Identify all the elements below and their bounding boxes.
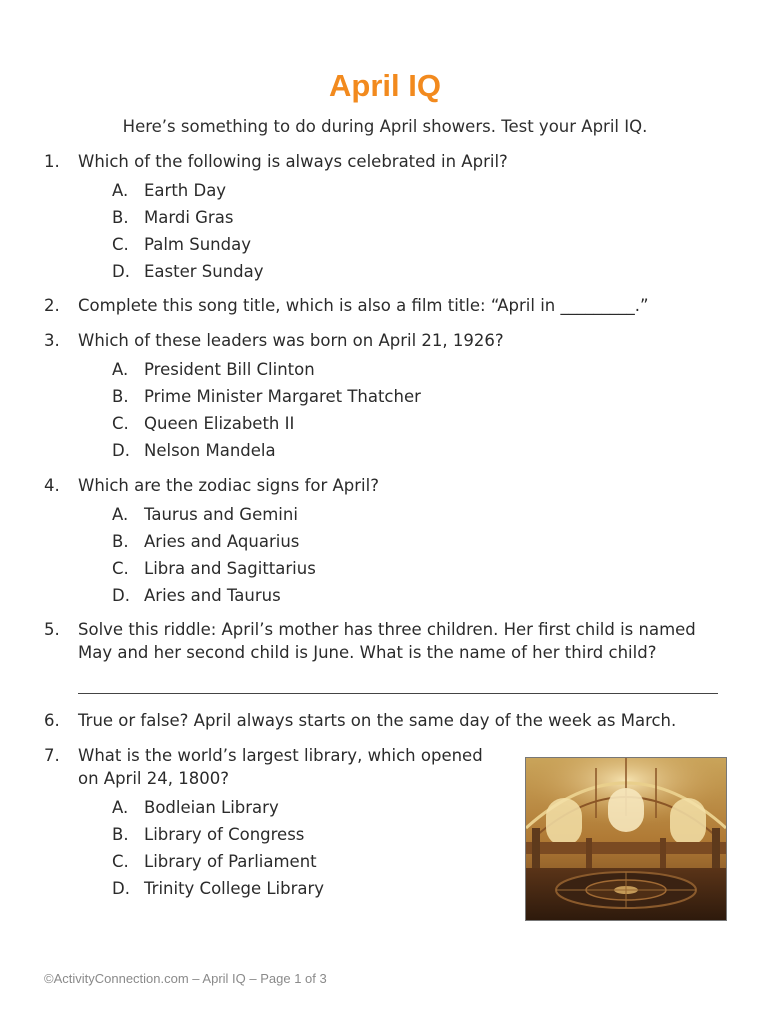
option xyxy=(112,356,734,383)
option-list xyxy=(112,356,734,464)
intro-text: Here’s something to do during April showers. Test your April IQ. xyxy=(122,117,648,136)
option xyxy=(112,794,514,821)
option-letter: C. xyxy=(112,414,129,433)
option xyxy=(112,258,734,285)
question-number: 3. xyxy=(44,331,60,350)
option-text: Aries and Aquarius xyxy=(144,532,300,551)
question-text: True or false? April always starts on the same day of the week as March. xyxy=(78,711,677,730)
option-letter: A. xyxy=(112,798,129,817)
question-number: 2. xyxy=(44,296,60,315)
option-list xyxy=(112,501,734,609)
option-letter: C. xyxy=(112,235,129,254)
option xyxy=(112,177,734,204)
option-list xyxy=(112,794,514,902)
option-text: Trinity College Library xyxy=(144,879,325,898)
question-text: Complete this song title, which is also a film title: “April in _________.” xyxy=(78,296,649,315)
option-letter: C. xyxy=(112,852,129,871)
option-text: President Bill Clinton xyxy=(144,360,315,379)
question-6 xyxy=(44,709,734,732)
option-letter: B. xyxy=(112,387,129,406)
question-number: 4. xyxy=(44,476,60,495)
option-text: Queen Elizabeth II xyxy=(144,414,295,433)
option-text: Taurus and Gemini xyxy=(144,505,298,524)
question-1 xyxy=(44,150,734,285)
option-text: Library of Parliament xyxy=(144,852,317,871)
library-photo xyxy=(525,757,727,921)
question-text: Which of the following is always celebrated in April? xyxy=(78,152,508,171)
option xyxy=(112,875,514,902)
option-letter: A. xyxy=(112,181,129,200)
option-letter: B. xyxy=(112,208,129,227)
option xyxy=(112,821,514,848)
question-4 xyxy=(44,474,734,609)
option-text: Library of Congress xyxy=(144,825,305,844)
question-2 xyxy=(44,294,734,317)
page-title: April IQ xyxy=(329,68,441,103)
question-number: 1. xyxy=(44,152,60,171)
page-footer: ©ActivityConnection.com – April IQ – Page 1 of 3 xyxy=(44,971,327,986)
answer-line[interactable] xyxy=(78,693,718,694)
option xyxy=(112,410,734,437)
option-text: Prime Minister Margaret Thatcher xyxy=(144,387,421,406)
question-text-line-1: What is the world’s largest library, which opened xyxy=(78,746,483,765)
option xyxy=(112,204,734,231)
library-illustration xyxy=(526,758,726,920)
option-letter: D. xyxy=(112,879,130,898)
option-text: Libra and Sagittarius xyxy=(144,559,316,578)
question-text: Which of these leaders was born on April 21, 1926? xyxy=(78,331,504,350)
question-3 xyxy=(44,329,734,464)
option-list xyxy=(112,177,734,285)
question-number: 7. xyxy=(44,746,60,765)
option-text: Bodleian Library xyxy=(144,798,279,817)
option-letter: A. xyxy=(112,505,129,524)
option-letter: D. xyxy=(112,586,130,605)
question-text-line-2: May and her second child is June. What is the name of her third child? xyxy=(78,643,657,662)
option xyxy=(112,383,734,410)
option-letter: B. xyxy=(112,825,129,844)
question-text-line-2: on April 24, 1800? xyxy=(78,769,229,788)
option-letter: A. xyxy=(112,360,129,379)
option xyxy=(112,582,734,609)
option xyxy=(112,437,734,464)
option-text: Aries and Taurus xyxy=(144,586,281,605)
option xyxy=(112,501,734,528)
question-5 xyxy=(44,618,734,664)
option-text: Earth Day xyxy=(144,181,227,200)
option-text: Mardi Gras xyxy=(144,208,234,227)
question-text: Which are the zodiac signs for April? xyxy=(78,476,379,495)
question-text-line-1: Solve this riddle: April’s mother has three children. Her first child is named xyxy=(78,620,696,639)
option xyxy=(112,231,734,258)
option xyxy=(112,528,734,555)
option-letter: D. xyxy=(112,262,130,281)
option-text: Nelson Mandela xyxy=(144,441,276,460)
question-number: 6. xyxy=(44,711,60,730)
option xyxy=(112,555,734,582)
option-letter: B. xyxy=(112,532,129,551)
question-number: 5. xyxy=(44,620,60,639)
question-7 xyxy=(44,744,514,902)
option-letter: C. xyxy=(112,559,129,578)
option-text: Easter Sunday xyxy=(144,262,264,281)
option xyxy=(112,848,514,875)
option-letter: D. xyxy=(112,441,130,460)
option-text: Palm Sunday xyxy=(144,235,251,254)
